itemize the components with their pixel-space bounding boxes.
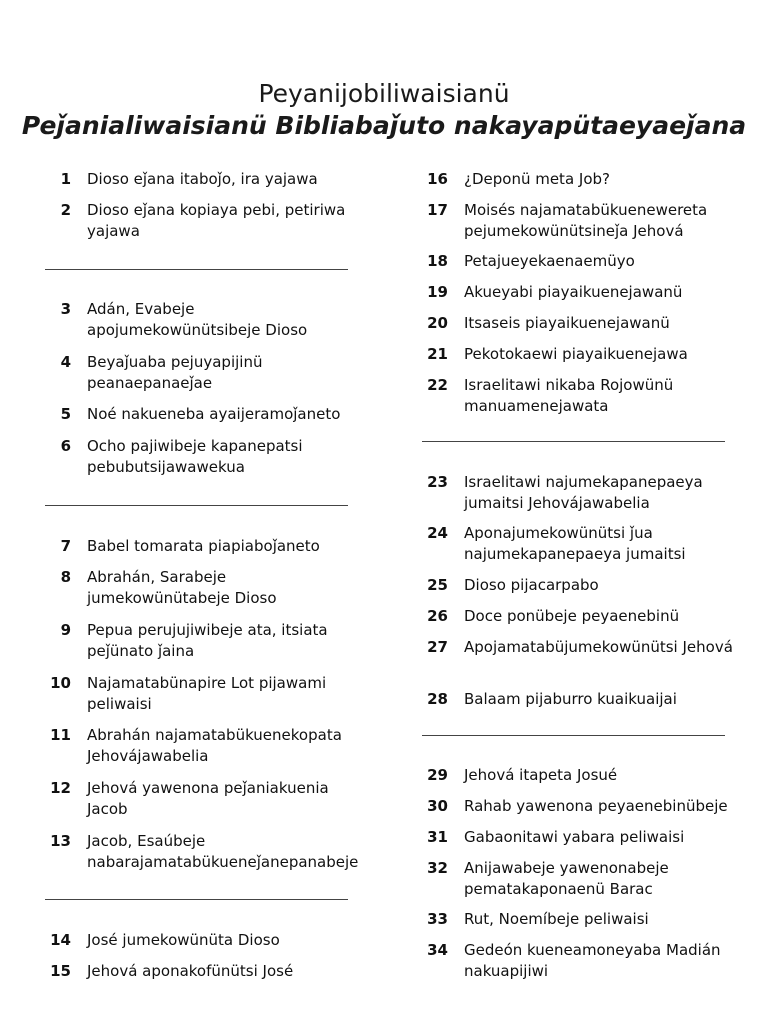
entry-number: 3 [60,300,71,318]
entry-title: Abrahán najamatabükuenekopata Jehovájawabelia [87,726,342,765]
entry-number: 22 [427,376,448,394]
entry-number: 32 [427,859,448,877]
entry-title: Jehová yawenona peǰaniakuenia Jacob [87,779,329,818]
entry-title: Israelitawi nikaba Rojowünü manuamenejawata [464,376,674,415]
entry-title: Apojamatabüjumekowünütsi Jehová [464,638,733,656]
document-subtitle: Peǰanialiwaisianü Bibliabaǰuto nakayapütaeyaeǰana [21,111,747,140]
entry-number: 1 [60,170,71,188]
entry-number: 14 [50,931,71,949]
section-divider [45,505,348,506]
section-divider [45,269,348,270]
entry-number: 25 [427,576,448,594]
entry-number: 16 [427,170,448,188]
entry-title: Abrahán, Sarabeje jumekowünütabeje Dioso [87,568,277,607]
entry-title: Jacob, Esaúbeje nabarajamatabükueneǰanepanabeje [87,832,359,871]
entry-title: Aponajumekowünütsi ǰua najumekapanepaeya jumaitsi [464,524,686,563]
entry-title: Rut, Noemíbeje peliwaisi [464,910,649,928]
entry-title: Doce ponübeje peyaenebinü [464,607,680,625]
entry-title: Balaam pijaburro kuaikuaijai [464,690,677,708]
entry-number: 23 [427,473,448,491]
entry-number: 33 [427,910,448,928]
entry-number: 21 [427,345,448,363]
entry-number: 18 [427,252,448,270]
entry-title: Pepua perujujiwibeje ata, itsiata peǰünato ǰaina [87,621,328,660]
entry-number: 11 [50,726,71,744]
entry-title: Babel tomarata piapiaboǰaneto [87,537,320,555]
entry-number: 27 [427,638,448,656]
entry-number: 5 [60,405,71,423]
entry-number: 6 [60,437,71,455]
entry-title: Jehová aponakofünütsi José [87,962,294,980]
entry-title: Rahab yawenona peyaenebinübeje [464,797,728,815]
entry-title: Dioso pijacarpabo [464,576,599,594]
entry-title: Anijawabeje yawenonabeje pematakaponaenü Barac [464,859,669,898]
entry-title: ¿Deponü meta Job? [464,170,610,188]
entry-number: 24 [427,524,448,542]
entry-number: 31 [427,828,448,846]
entry-number: 13 [50,832,71,850]
entry-title: Adán, Evabeje apojumekowünütsibeje Dioso [87,300,308,339]
entry-number: 34 [427,941,448,959]
entry-title: Jehová itapeta Josué [464,766,618,784]
entry-number: 8 [60,568,71,586]
entry-title: Itsaseis piayaikuenejawanü [464,314,670,332]
section-divider [422,735,725,736]
entry-title: Dioso eǰana kopiaya pebi, petiriwa yajawa [87,201,346,240]
entry-title: Ocho pajiwibeje kapanepatsi pebubutsijawawekua [87,437,303,476]
entry-title: José jumekowünüta Dioso [87,931,280,949]
entry-number: 12 [50,779,71,797]
entry-title: Gabaonitawi yabara peliwaisi [464,828,685,846]
entry-title: Israelitawi najumekapanepaeya jumaitsi Jehovájawabelia [464,473,703,512]
entry-title: Akueyabi piayaikuenejawanü [464,283,683,301]
entry-title: Dioso eǰana itaboǰo, ira yajawa [87,170,318,188]
document-title: Peyanijobiliwaisianü [258,79,510,108]
section-divider [422,441,725,442]
entry-title: Najamatabünapire Lot pijawami peliwaisi [87,674,327,713]
entry-number: 15 [50,962,71,980]
entry-number: 17 [427,201,448,219]
entry-number: 30 [427,797,448,815]
entry-number: 19 [427,283,448,301]
entry-number: 29 [427,766,448,784]
entry-number: 4 [60,353,71,371]
entry-title: Noé nakueneba ayaijeramoǰaneto [87,405,341,423]
entry-title: Beyaǰuaba pejuyapijinü peanaepanaeǰae [87,353,263,392]
section-divider [45,899,348,900]
entry-number: 26 [427,607,448,625]
entry-number: 7 [60,537,71,555]
entry-number: 10 [50,674,71,692]
entry-title: Moisés najamatabükuenewereta pejumekowünütsineǰa Jehová [464,201,708,240]
entry-number: 9 [60,621,71,639]
entry-number: 20 [427,314,448,332]
entry-number: 28 [427,690,448,708]
entry-title: Pekotokaewi piayaikuenejawa [464,345,688,363]
entry-title: Gedeón kueneamoneyaba Madián nakuapijiwi [464,941,721,980]
entry-title: Petajueyekaenaemüyo [464,252,635,270]
entry-number: 2 [60,201,71,219]
